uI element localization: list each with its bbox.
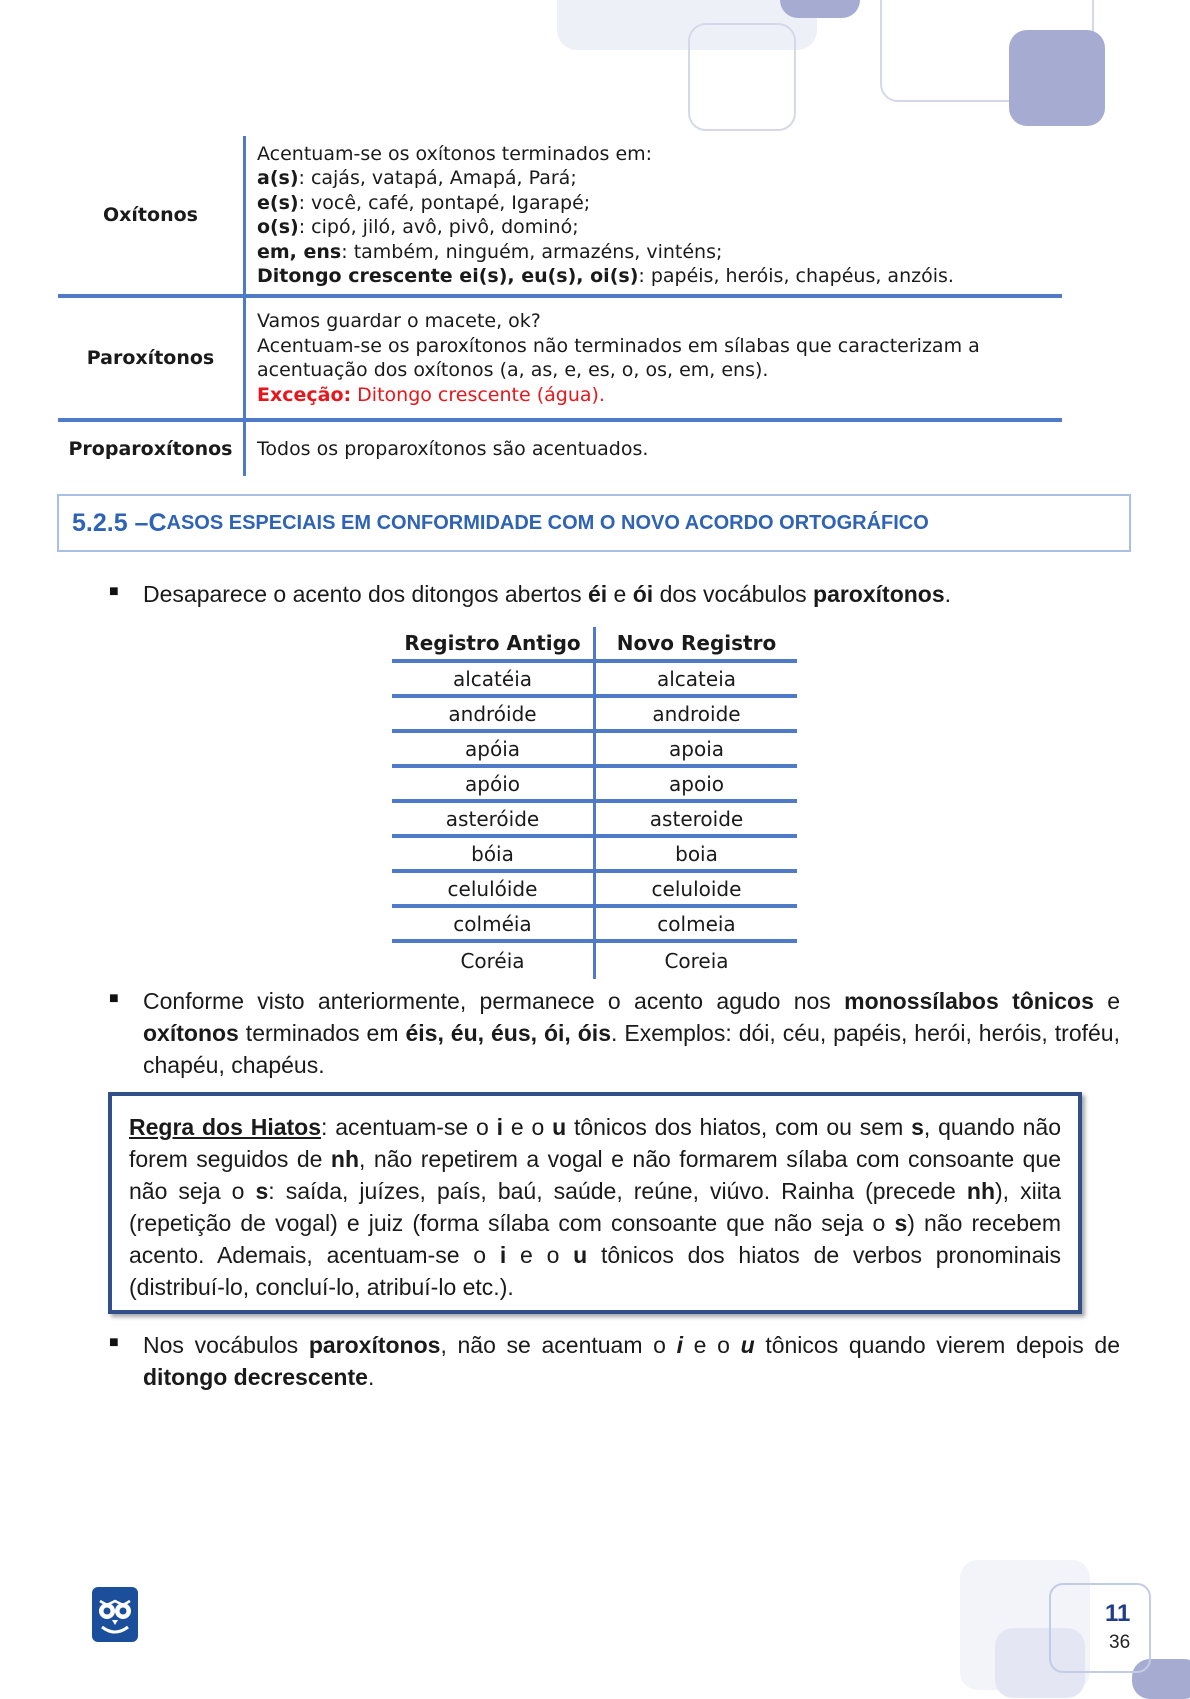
table-cell: apóia — [392, 731, 595, 766]
table-cell: apoia — [595, 731, 798, 766]
box-title: Regra dos Hiatos — [129, 1114, 322, 1140]
table-cell: colmeia — [595, 906, 798, 941]
row-description: Todos os proparoxítonos são acentuados. — [257, 437, 649, 460]
table-row — [58, 420, 1062, 476]
registro-table — [392, 627, 797, 979]
hiatus-rule-box: Regra dos Hiatos: acentuam-se o i e o u tônicos dos hiatos, com ou sem s, quando não forem seguidos de nh, não repetirem a vogal e não formarem sílaba com consoante que não seja o s: saída, juízes, país, baú, saúde, reúne, viúvo. Rainha (precede nh), xiita (repetição de vogal) e juiz (forma sílaba com consoante que não seja o s) não recebem acento. Ademais, acentuam-se o i e o u tônicos dos hiatos de verbos pronominais (distribuí-lo, concluí-lo, atribuí-lo etc.). — [108, 1092, 1082, 1314]
table-row — [58, 296, 1062, 420]
exception-line: Exceção: Ditongo crescente (água). — [257, 383, 605, 406]
decor-square — [780, 0, 860, 18]
column-header: Registro Antigo — [392, 627, 595, 661]
table-cell: asteróide — [392, 801, 595, 836]
bullet-paragraph: Nos vocábulos paroxítonos, não se acentuam o i e o u tônicos quando vierem depois de ditongo decrescente. — [143, 1332, 1120, 1390]
desc-line: Vamos guardar o macete, ok? — [257, 310, 541, 332]
table-cell: celulóide — [392, 871, 595, 906]
section-title: ASOS ESPECIAIS EM CONFORMIDADE COM O NOVO ACORDO ORTOGRÁFICO — [166, 511, 929, 534]
table-cell: alcateia — [595, 661, 798, 696]
table-row — [392, 871, 797, 906]
bullet-icon: ■ — [109, 990, 119, 1007]
bullet-icon: ■ — [109, 1334, 119, 1351]
row-label: Paroxítonos — [58, 296, 245, 420]
table-row — [392, 731, 797, 766]
desc-line: Ditongo crescente ei(s), eu(s), oi(s): papéis, heróis, chapéus, anzóis. — [257, 265, 954, 287]
table-cell: alcatéia — [392, 661, 595, 696]
table-cell: colméia — [392, 906, 595, 941]
desc-line: Acentuam-se os oxítonos terminados em: — [257, 142, 653, 165]
table-cell: Coréia — [392, 941, 595, 979]
table-row — [392, 836, 797, 871]
table-cell: andróide — [392, 696, 595, 731]
table-cell: androide — [595, 696, 798, 731]
decor-square — [688, 23, 796, 131]
page-current: 11 — [1105, 1600, 1131, 1627]
table-row — [392, 906, 797, 941]
desc-line: a(s): cajás, vatapá, Amapá, Pará; — [257, 167, 577, 189]
row-description — [245, 296, 1063, 420]
table-cell: bóia — [392, 836, 595, 871]
accentuation-rules-table — [58, 136, 1062, 476]
table-row — [58, 136, 1062, 296]
page-total: 36 — [1109, 1632, 1131, 1653]
bullet-icon: ■ — [109, 583, 119, 600]
section-heading: 5.2.5 – C ASOS ESPECIAIS EM CONFORMIDADE COM O NOVO ACORDO ORTOGRÁFICO — [57, 494, 1131, 552]
table-row — [392, 661, 797, 696]
table-row — [392, 696, 797, 731]
desc-line: acentuação dos oxítonos (a, as, e, es, o, os, em, ens). — [257, 359, 769, 381]
desc-line: Acentuam-se os paroxítonos não terminados em sílabas que caracterizam a — [257, 334, 980, 357]
bullet-paragraph: Conforme visto anteriormente, permanece o acento agudo nos monossílabos tônicos e oxítonos terminados em éis, éu, éus, ói, óis. Exemplos: dói, céu, papéis, herói, heróis, troféu, chapéu, chapéus. — [143, 988, 1120, 1078]
desc-line: em, ens: também, ninguém, armazéns, vinténs; — [257, 240, 723, 263]
table-cell: asteroide — [595, 801, 798, 836]
row-label: Proparoxítonos — [58, 420, 245, 476]
table-row — [392, 801, 797, 836]
bullet-paragraph: Desaparece o acento dos ditongos abertos éi e ói dos vocábulos paroxítonos. — [143, 581, 952, 607]
table-cell: boia — [595, 836, 798, 871]
table-cell: Coreia — [664, 949, 729, 973]
table-cell: apoio — [595, 766, 798, 801]
table-header-row — [392, 627, 797, 661]
page-number-frame — [1049, 1583, 1151, 1673]
desc-line: e(s): você, café, pontapé, Igarapé; — [257, 191, 591, 214]
owl-logo-icon — [92, 1587, 138, 1642]
section-number: 5.2.5 – — [72, 508, 149, 537]
column-header: Novo Registro — [595, 627, 798, 661]
table-row — [392, 766, 797, 801]
desc-line: o(s): cipó, jiló, avô, pivô, dominó; — [257, 216, 579, 238]
decor-square — [1009, 30, 1105, 126]
row-label: Oxítonos — [58, 136, 245, 296]
table-cell: apóio — [392, 766, 595, 801]
table-cell: celuloide — [595, 871, 798, 906]
row-description — [245, 136, 1063, 296]
table-row — [392, 941, 797, 979]
